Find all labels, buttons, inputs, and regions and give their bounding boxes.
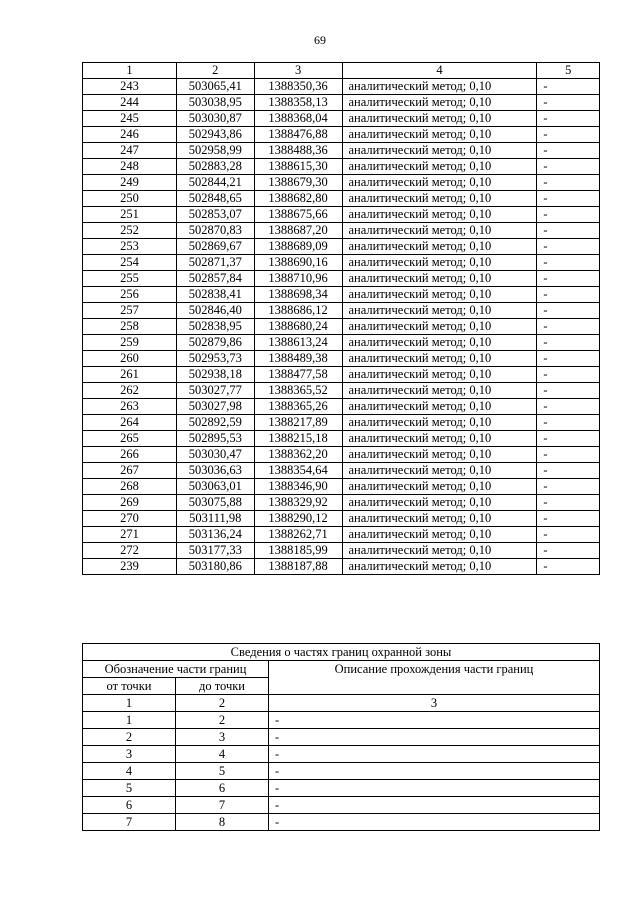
x-coordinate-cell: 502871,37	[176, 255, 254, 271]
parts-table-number-row	[83, 695, 600, 712]
method-accuracy-cell: аналитический метод; 0,10	[342, 495, 537, 511]
point-number-cell: 246	[83, 127, 177, 143]
method-accuracy-cell: аналитический метод; 0,10	[342, 255, 537, 271]
to-point-cell: 3	[176, 729, 269, 746]
table-row	[83, 712, 600, 729]
x-coordinate-cell: 503075,88	[176, 495, 254, 511]
note-cell: -	[537, 511, 600, 527]
note-cell: -	[537, 111, 600, 127]
table-row	[83, 511, 600, 527]
table-row	[83, 447, 600, 463]
note-cell: -	[537, 415, 600, 431]
method-accuracy-cell: аналитический метод; 0,10	[342, 463, 537, 479]
method-accuracy-cell: аналитический метод; 0,10	[342, 527, 537, 543]
note-cell: -	[537, 271, 600, 287]
note-cell: -	[537, 239, 600, 255]
point-number-cell: 267	[83, 463, 177, 479]
column-number-4: 4	[342, 63, 537, 79]
y-coordinate-cell: 1388329,92	[254, 495, 342, 511]
x-coordinate-cell: 503180,86	[176, 559, 254, 575]
column-number-3: 3	[254, 63, 342, 79]
point-number-cell: 269	[83, 495, 177, 511]
table-row	[83, 495, 600, 511]
method-accuracy-cell: аналитический метод; 0,10	[342, 559, 537, 575]
table-row	[83, 335, 600, 351]
x-coordinate-cell: 503036,63	[176, 463, 254, 479]
x-coordinate-cell: 502857,84	[176, 271, 254, 287]
from-point-cell: 3	[83, 746, 176, 763]
to-point-cell: 8	[176, 814, 269, 831]
y-coordinate-cell: 1388710,96	[254, 271, 342, 287]
y-coordinate-cell: 1388215,18	[254, 431, 342, 447]
table-row	[83, 287, 600, 303]
x-coordinate-cell: 502838,41	[176, 287, 254, 303]
point-number-cell: 245	[83, 111, 177, 127]
y-coordinate-cell: 1388675,66	[254, 207, 342, 223]
to-point-header: до точки	[176, 678, 269, 695]
table-row	[83, 143, 600, 159]
coordinates-table	[82, 62, 600, 575]
parts-table-header-row	[83, 661, 600, 678]
to-point-cell: 7	[176, 797, 269, 814]
table-row	[83, 399, 600, 415]
x-coordinate-cell: 503027,98	[176, 399, 254, 415]
x-coordinate-cell: 503136,24	[176, 527, 254, 543]
table-row	[83, 223, 600, 239]
description-cell: -	[269, 780, 600, 797]
parts-table-title-row	[83, 644, 600, 661]
note-cell: -	[537, 383, 600, 399]
note-cell: -	[537, 319, 600, 335]
table-row	[83, 559, 600, 575]
table-row	[83, 763, 600, 780]
point-number-cell: 272	[83, 543, 177, 559]
note-cell: -	[537, 495, 600, 511]
y-coordinate-cell: 1388365,52	[254, 383, 342, 399]
to-point-cell: 5	[176, 763, 269, 780]
column-number-5: 5	[537, 63, 600, 79]
boundary-parts-table	[82, 643, 600, 831]
x-coordinate-cell: 502943,86	[176, 127, 254, 143]
table-row	[83, 303, 600, 319]
method-accuracy-cell: аналитический метод; 0,10	[342, 383, 537, 399]
y-coordinate-cell: 1388358,13	[254, 95, 342, 111]
method-accuracy-cell: аналитический метод; 0,10	[342, 511, 537, 527]
parts-column-number-3: 3	[269, 695, 600, 712]
parts-table-title: Сведения о частях границ охранной зоны	[83, 644, 600, 661]
table-row	[83, 431, 600, 447]
x-coordinate-cell: 502869,67	[176, 239, 254, 255]
from-point-cell: 7	[83, 814, 176, 831]
y-coordinate-cell: 1388489,38	[254, 351, 342, 367]
method-accuracy-cell: аналитический метод; 0,10	[342, 143, 537, 159]
x-coordinate-cell: 502892,59	[176, 415, 254, 431]
point-number-cell: 248	[83, 159, 177, 175]
description-cell: -	[269, 746, 600, 763]
point-number-cell: 266	[83, 447, 177, 463]
x-coordinate-cell: 502895,53	[176, 431, 254, 447]
point-number-cell: 247	[83, 143, 177, 159]
y-coordinate-cell: 1388679,30	[254, 175, 342, 191]
x-coordinate-cell: 502853,07	[176, 207, 254, 223]
y-coordinate-cell: 1388477,58	[254, 367, 342, 383]
method-accuracy-cell: аналитический метод; 0,10	[342, 415, 537, 431]
point-number-cell: 256	[83, 287, 177, 303]
point-number-cell: 271	[83, 527, 177, 543]
method-accuracy-cell: аналитический метод; 0,10	[342, 175, 537, 191]
method-accuracy-cell: аналитический метод; 0,10	[342, 207, 537, 223]
x-coordinate-cell: 502953,73	[176, 351, 254, 367]
description-header: Описание прохождения части границ	[269, 661, 600, 695]
note-cell: -	[537, 287, 600, 303]
point-number-cell: 244	[83, 95, 177, 111]
description-cell: -	[269, 814, 600, 831]
method-accuracy-cell: аналитический метод; 0,10	[342, 159, 537, 175]
y-coordinate-cell: 1388362,20	[254, 447, 342, 463]
from-point-cell: 4	[83, 763, 176, 780]
method-accuracy-cell: аналитический метод; 0,10	[342, 447, 537, 463]
table-row	[83, 239, 600, 255]
x-coordinate-cell: 503027,77	[176, 383, 254, 399]
table-row	[83, 415, 600, 431]
x-coordinate-cell: 503030,47	[176, 447, 254, 463]
table-row	[83, 543, 600, 559]
point-number-cell: 249	[83, 175, 177, 191]
y-coordinate-cell: 1388682,80	[254, 191, 342, 207]
method-accuracy-cell: аналитический метод; 0,10	[342, 479, 537, 495]
table-row	[83, 207, 600, 223]
table-row	[83, 351, 600, 367]
method-accuracy-cell: аналитический метод; 0,10	[342, 95, 537, 111]
y-coordinate-cell: 1388365,26	[254, 399, 342, 415]
point-number-cell: 270	[83, 511, 177, 527]
method-accuracy-cell: аналитический метод; 0,10	[342, 79, 537, 95]
x-coordinate-cell: 503038,95	[176, 95, 254, 111]
table-row	[83, 527, 600, 543]
table-row	[83, 95, 600, 111]
x-coordinate-cell: 503030,87	[176, 111, 254, 127]
from-point-cell: 5	[83, 780, 176, 797]
table-row	[83, 746, 600, 763]
y-coordinate-cell: 1388680,24	[254, 319, 342, 335]
table-row	[83, 271, 600, 287]
method-accuracy-cell: аналитический метод; 0,10	[342, 543, 537, 559]
note-cell: -	[537, 559, 600, 575]
point-number-cell: 250	[83, 191, 177, 207]
table-row	[83, 479, 600, 495]
x-coordinate-cell: 502848,65	[176, 191, 254, 207]
note-cell: -	[537, 79, 600, 95]
x-coordinate-cell: 502883,28	[176, 159, 254, 175]
table-row	[83, 814, 600, 831]
table-row	[83, 175, 600, 191]
method-accuracy-cell: аналитический метод; 0,10	[342, 271, 537, 287]
table-row	[83, 729, 600, 746]
table-row	[83, 367, 600, 383]
y-coordinate-cell: 1388354,64	[254, 463, 342, 479]
point-number-cell: 268	[83, 479, 177, 495]
x-coordinate-cell: 502958,99	[176, 143, 254, 159]
y-coordinate-cell: 1388488,36	[254, 143, 342, 159]
y-coordinate-cell: 1388698,34	[254, 287, 342, 303]
y-coordinate-cell: 1388613,24	[254, 335, 342, 351]
y-coordinate-cell: 1388187,88	[254, 559, 342, 575]
note-cell: -	[537, 399, 600, 415]
x-coordinate-cell: 502844,21	[176, 175, 254, 191]
y-coordinate-cell: 1388350,36	[254, 79, 342, 95]
from-point-cell: 2	[83, 729, 176, 746]
y-coordinate-cell: 1388368,04	[254, 111, 342, 127]
point-number-cell: 261	[83, 367, 177, 383]
table-row	[83, 79, 600, 95]
method-accuracy-cell: аналитический метод; 0,10	[342, 431, 537, 447]
point-number-cell: 258	[83, 319, 177, 335]
method-accuracy-cell: аналитический метод; 0,10	[342, 335, 537, 351]
table-row	[83, 797, 600, 814]
parts-column-number-2: 2	[176, 695, 269, 712]
page-number: 69	[314, 33, 326, 47]
note-cell: -	[537, 255, 600, 271]
y-coordinate-cell: 1388185,99	[254, 543, 342, 559]
method-accuracy-cell: аналитический метод; 0,10	[342, 319, 537, 335]
note-cell: -	[537, 367, 600, 383]
method-accuracy-cell: аналитический метод; 0,10	[342, 111, 537, 127]
note-cell: -	[537, 303, 600, 319]
y-coordinate-cell: 1388346,90	[254, 479, 342, 495]
coordinates-table-header-row	[83, 63, 600, 79]
table-row	[83, 780, 600, 797]
point-number-cell: 253	[83, 239, 177, 255]
note-cell: -	[537, 335, 600, 351]
note-cell: -	[537, 463, 600, 479]
description-cell: -	[269, 763, 600, 780]
note-cell: -	[537, 175, 600, 191]
point-number-cell: 259	[83, 335, 177, 351]
table-row	[83, 159, 600, 175]
note-cell: -	[537, 223, 600, 239]
table-row	[83, 383, 600, 399]
note-cell: -	[537, 191, 600, 207]
x-coordinate-cell: 502846,40	[176, 303, 254, 319]
to-point-cell: 6	[176, 780, 269, 797]
point-number-cell: 265	[83, 431, 177, 447]
method-accuracy-cell: аналитический метод; 0,10	[342, 191, 537, 207]
parts-column-number-1: 1	[83, 695, 176, 712]
note-cell: -	[537, 447, 600, 463]
method-accuracy-cell: аналитический метод; 0,10	[342, 127, 537, 143]
y-coordinate-cell: 1388217,89	[254, 415, 342, 431]
y-coordinate-cell: 1388690,16	[254, 255, 342, 271]
point-number-cell: 251	[83, 207, 177, 223]
point-number-cell: 263	[83, 399, 177, 415]
column-number-2: 2	[176, 63, 254, 79]
note-cell: -	[537, 143, 600, 159]
note-cell: -	[537, 95, 600, 111]
point-number-cell: 239	[83, 559, 177, 575]
designation-header: Обозначение части границ	[83, 661, 269, 678]
x-coordinate-cell: 502870,83	[176, 223, 254, 239]
x-coordinate-cell: 502879,86	[176, 335, 254, 351]
note-cell: -	[537, 127, 600, 143]
note-cell: -	[537, 207, 600, 223]
y-coordinate-cell: 1388476,88	[254, 127, 342, 143]
point-number-cell: 257	[83, 303, 177, 319]
to-point-cell: 4	[176, 746, 269, 763]
from-point-cell: 1	[83, 712, 176, 729]
method-accuracy-cell: аналитический метод; 0,10	[342, 367, 537, 383]
note-cell: -	[537, 159, 600, 175]
point-number-cell: 243	[83, 79, 177, 95]
description-cell: -	[269, 712, 600, 729]
y-coordinate-cell: 1388686,12	[254, 303, 342, 319]
method-accuracy-cell: аналитический метод; 0,10	[342, 239, 537, 255]
y-coordinate-cell: 1388615,30	[254, 159, 342, 175]
note-cell: -	[537, 351, 600, 367]
note-cell: -	[537, 527, 600, 543]
x-coordinate-cell: 502838,95	[176, 319, 254, 335]
table-row	[83, 319, 600, 335]
point-number-cell: 260	[83, 351, 177, 367]
point-number-cell: 254	[83, 255, 177, 271]
to-point-cell: 2	[176, 712, 269, 729]
table-row	[83, 255, 600, 271]
from-point-header: от точки	[83, 678, 176, 695]
method-accuracy-cell: аналитический метод; 0,10	[342, 223, 537, 239]
table-row	[83, 127, 600, 143]
y-coordinate-cell: 1388687,20	[254, 223, 342, 239]
y-coordinate-cell: 1388689,09	[254, 239, 342, 255]
point-number-cell: 264	[83, 415, 177, 431]
x-coordinate-cell: 503065,41	[176, 79, 254, 95]
column-number-1: 1	[83, 63, 177, 79]
x-coordinate-cell: 502938,18	[176, 367, 254, 383]
y-coordinate-cell: 1388262,71	[254, 527, 342, 543]
from-point-cell: 6	[83, 797, 176, 814]
table-row	[83, 463, 600, 479]
description-cell: -	[269, 797, 600, 814]
note-cell: -	[537, 431, 600, 447]
method-accuracy-cell: аналитический метод; 0,10	[342, 303, 537, 319]
y-coordinate-cell: 1388290,12	[254, 511, 342, 527]
method-accuracy-cell: аналитический метод; 0,10	[342, 287, 537, 303]
method-accuracy-cell: аналитический метод; 0,10	[342, 399, 537, 415]
point-number-cell: 255	[83, 271, 177, 287]
x-coordinate-cell: 503063,01	[176, 479, 254, 495]
note-cell: -	[537, 479, 600, 495]
x-coordinate-cell: 503177,33	[176, 543, 254, 559]
x-coordinate-cell: 503111,98	[176, 511, 254, 527]
point-number-cell: 262	[83, 383, 177, 399]
description-cell: -	[269, 729, 600, 746]
method-accuracy-cell: аналитический метод; 0,10	[342, 351, 537, 367]
note-cell: -	[537, 543, 600, 559]
table-row	[83, 111, 600, 127]
point-number-cell: 252	[83, 223, 177, 239]
table-row	[83, 191, 600, 207]
